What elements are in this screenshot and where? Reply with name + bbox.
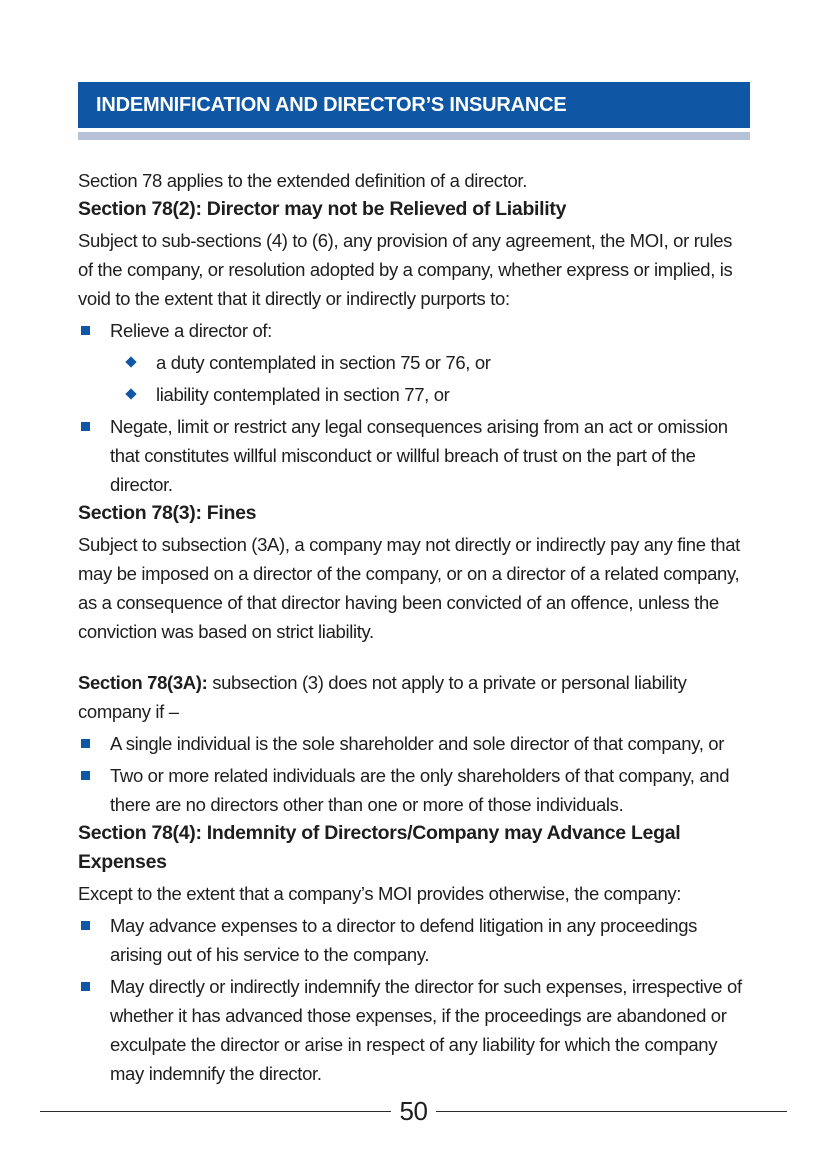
bullet-text: May directly or indirectly indemnify the director for such expenses, irrespective of whether it has advanced those expenses, if the proceedings are abandoned or exculpate the director or arise in respect of any liability for which the company may indemnify the director. [110, 976, 742, 1084]
page-footer [40, 1096, 787, 1127]
section-paragraph-78-3a [78, 668, 750, 726]
footer-rule-left [40, 1111, 391, 1112]
list-item [78, 911, 750, 969]
page-content [78, 82, 750, 1088]
bullet-diamond-icon [125, 356, 136, 367]
bullet-text: liability contemplated in section 77, or [156, 384, 450, 405]
bullet-square-icon [81, 771, 90, 780]
list-item [125, 380, 750, 409]
page-title: INDEMNIFICATION AND DIRECTOR’S INSURANCE [96, 93, 567, 116]
bullet-square-icon [81, 982, 90, 991]
bullet-square-icon [81, 739, 90, 748]
list-item [78, 761, 750, 819]
bullet-text: Relieve a director of: [110, 320, 272, 341]
section-lead-78-3: Subject to subsection (3A), a company may not directly or indirectly pay any fine that may be imposed on a director of the company, or on a director of a related company, as a consequence of that director having been convicted of an offence, unless the conviction was based on strict liability. [78, 534, 740, 642]
list-item [125, 348, 750, 377]
bullet-text: May advance expenses to a director to defend litigation in any proceedings arising out of his service to the company. [110, 915, 698, 965]
section-heading-inline-78-3a: Section 78(3A): [78, 672, 208, 693]
bullet-square-icon [81, 921, 90, 930]
bullet-text: a duty contemplated in section 75 or 76, or [156, 352, 491, 373]
bullet-square-icon [81, 326, 90, 335]
section-lead-78-3a: subsection (3) does not apply to a private or personal liability company if – [78, 672, 687, 722]
bullet-text: A single individual is the sole shareholder and sole director of that company, or [110, 733, 725, 754]
section-heading-78-3: Section 78(3): Fines [78, 502, 257, 524]
bullet-square-icon [81, 422, 90, 431]
list-item [78, 412, 750, 499]
section-heading-78-2: Section 78(2): Director may not be Relieved of Liability [78, 198, 567, 220]
intro-paragraph: Section 78 applies to the extended definition of a director. [78, 170, 528, 191]
bullet-text: Negate, limit or restrict any legal consequences arising from an act or omission that constitutes willful misconduct or willful breach of trust on the part of the director. [110, 416, 728, 495]
bullet-diamond-icon [125, 388, 136, 399]
section-lead-78-4: Except to the extent that a company’s MOI provides otherwise, the company: [78, 883, 682, 904]
section-lead-78-2: Subject to sub-sections (4) to (6), any provision of any agreement, the MOI, or rules of the company, or resolution adopted by a company, whether express or implied, is void to the extent that it directly or indirectly purports to: [78, 230, 733, 309]
list-item [78, 972, 750, 1088]
list-item [78, 316, 750, 345]
section-heading-78-4: Section 78(4): Indemnity of Directors/Company may Advance Legal Expenses [78, 822, 681, 873]
page-number: 50 [399, 1096, 428, 1126]
list-item [78, 729, 750, 758]
banner-underline-bar [78, 132, 750, 140]
section-title-banner [78, 82, 750, 128]
bullet-text: Two or more related individuals are the only shareholders of that company, and there are no directors other than one or more of those individuals. [110, 765, 730, 815]
footer-rule-right [436, 1111, 787, 1112]
